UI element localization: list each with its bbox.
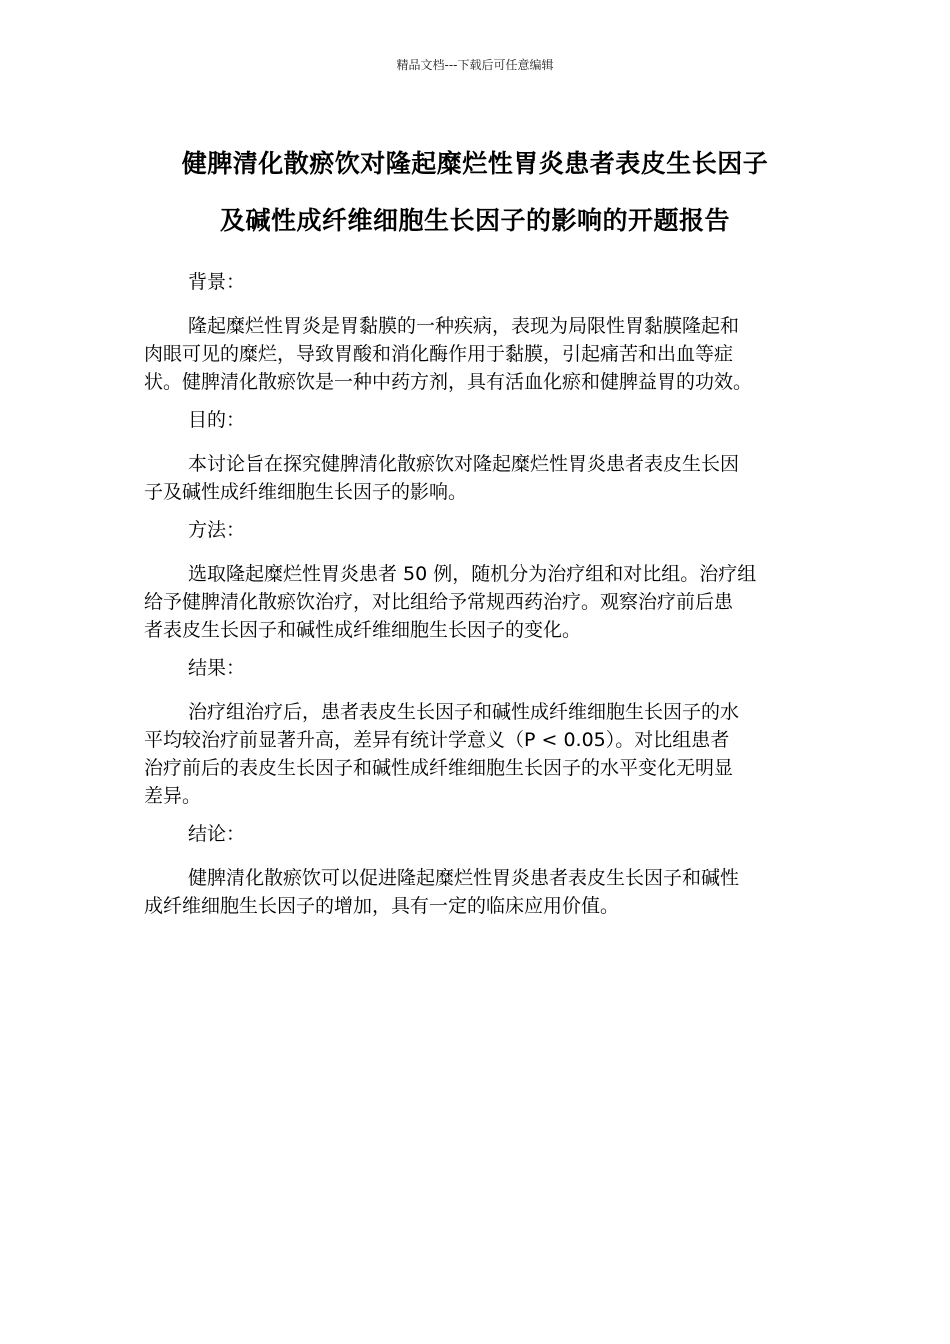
- title-line-1: 健脾清化散瘀饮对隆起糜烂性胃炎患者表皮生长因子: [181, 149, 769, 178]
- paragraph-line: 平均较治疗前显著升高，差异有统计学意义（P < 0.05）。对比组患者: [144, 729, 730, 751]
- section-label-background: 背景：: [188, 271, 246, 293]
- section-label-result: 结果：: [188, 657, 246, 679]
- header-note: 精品文档---下载后可任意编辑: [396, 58, 554, 72]
- paragraph-conclusion: [144, 864, 806, 920]
- paragraph-line: 治疗组治疗后，患者表皮生长因子和碱性成纤维细胞生长因子的水: [188, 701, 740, 723]
- paragraph-line: 治疗前后的表皮生长因子和碱性成纤维细胞生长因子的水平变化无明显: [144, 757, 734, 779]
- paragraph-line: 隆起糜烂性胃炎是胃黏膜的一种疾病，表现为局限性胃黏膜隆起和: [188, 315, 740, 337]
- paragraph-line: 给予健脾清化散瘀饮治疗，对比组给予常规西药治疗。观察治疗前后患: [144, 591, 734, 613]
- title-line-2: 及碱性成纤维细胞生长因子的影响的开题报告: [219, 206, 730, 235]
- section-label-method: 方法：: [188, 519, 246, 541]
- paragraph-line: 本讨论旨在探究健脾清化散瘀饮对隆起糜烂性胃炎患者表皮生长因: [188, 453, 740, 475]
- paragraph-line: 健脾清化散瘀饮可以促进隆起糜烂性胃炎患者表皮生长因子和碱性: [188, 867, 740, 889]
- section-label-conclusion: 结论：: [188, 823, 246, 845]
- paragraph-method: [144, 560, 806, 644]
- paragraph-line: 肉眼可见的糜烂，导致胃酸和消化酶作用于黏膜，引起痛苦和出血等症: [144, 343, 734, 365]
- paragraph-background: [144, 312, 806, 396]
- document-title: [130, 135, 820, 249]
- document-body: [144, 268, 806, 920]
- paragraph-result: [144, 698, 806, 810]
- paragraph-line: 子及碱性成纤维细胞生长因子的影响。: [144, 481, 468, 503]
- paragraph-line: 差异。: [144, 785, 202, 807]
- paragraph-line: 成纤维细胞生长因子的增加，具有一定的临床应用价值。: [144, 895, 620, 917]
- paragraph-line: 者表皮生长因子和碱性成纤维细胞生长因子的变化。: [144, 619, 582, 641]
- paragraph-line: 状。健脾清化散瘀饮是一种中药方剂，具有活血化瘀和健脾益胃的功效。: [144, 371, 753, 393]
- paragraph-line: 选取隆起糜烂性胃炎患者 50 例，随机分为治疗组和对比组。治疗组: [188, 563, 757, 585]
- section-label-purpose: 目的：: [188, 409, 246, 431]
- paragraph-purpose: [144, 450, 806, 506]
